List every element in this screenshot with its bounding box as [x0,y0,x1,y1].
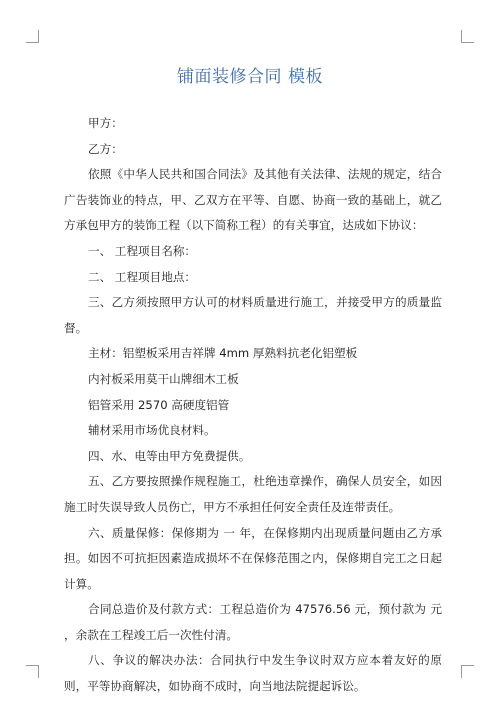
crop-mark-bottom-right [461,665,474,678]
material-lining: 内衬板采用莫干山牌细木工板 [88,371,239,386]
material-auxiliary: 辅材采用市场优良材料。 [88,423,216,438]
material-aluminum-tube: 铝管采用 2570 高硬度铝管 [88,397,230,412]
clause-project-name: 一、 工程项目名称： [88,243,197,258]
document-body [64,111,442,700]
party-a-line: 甲方： [88,116,123,130]
clause-project-location: 二、 工程项目地点： [88,269,197,284]
crop-mark-top-right [461,30,474,43]
party-b-line: 乙方： [88,141,123,156]
clause-payment: 合同总造价及付款方式：工程总造价为 47576.56 元，预付款为 元 ，余款在工程竣工后一次性付清。 [64,602,442,642]
clause-warranty: 六、质量保修：保修期为 一 年，在保修期内出现质量问题由乙方承担。如因不可抗拒因素造成损坏不在保修范围之内，保修期自完工之日起计算。 [64,525,442,591]
clause-safety: 五、乙方要按照操作规程施工，杜绝违章操作，确保人员安全，如因施工时失误导致人员伤亡，甲方不承担任何安全责任及连带责任。 [64,474,442,514]
clause-material-quality: 三、乙方须按照甲方认可的材料质量进行施工，并接受甲方的质量监督。 [64,295,442,335]
material-main: 主材：铝塑板采用吉祥牌 4mm 厚熟料抗老化铝塑板 [88,346,358,361]
clause-dispute: 八、争议的解决办法：合同执行中发生争议时双方应本着友好的原则，平等协商解决，如协商不成时，向当地法院提起诉讼。 [64,653,442,694]
clause-utilities: 四、水、电等由甲方免费提供。 [88,448,251,463]
preamble-paragraph: 依照《中华人民共和国合同法》及其他有关法律、法规的规定，结合广告装饰业的特点，甲、乙双方在平等、自愿、协商一致的基础上，就乙方承包甲方的装饰工程（以下简称工程）的有关事宜，达成如下协议： [64,167,442,233]
document-title: 铺面装修合同 模板 [177,67,323,87]
crop-mark-top-left [26,30,39,43]
crop-mark-bottom-left [26,665,39,678]
